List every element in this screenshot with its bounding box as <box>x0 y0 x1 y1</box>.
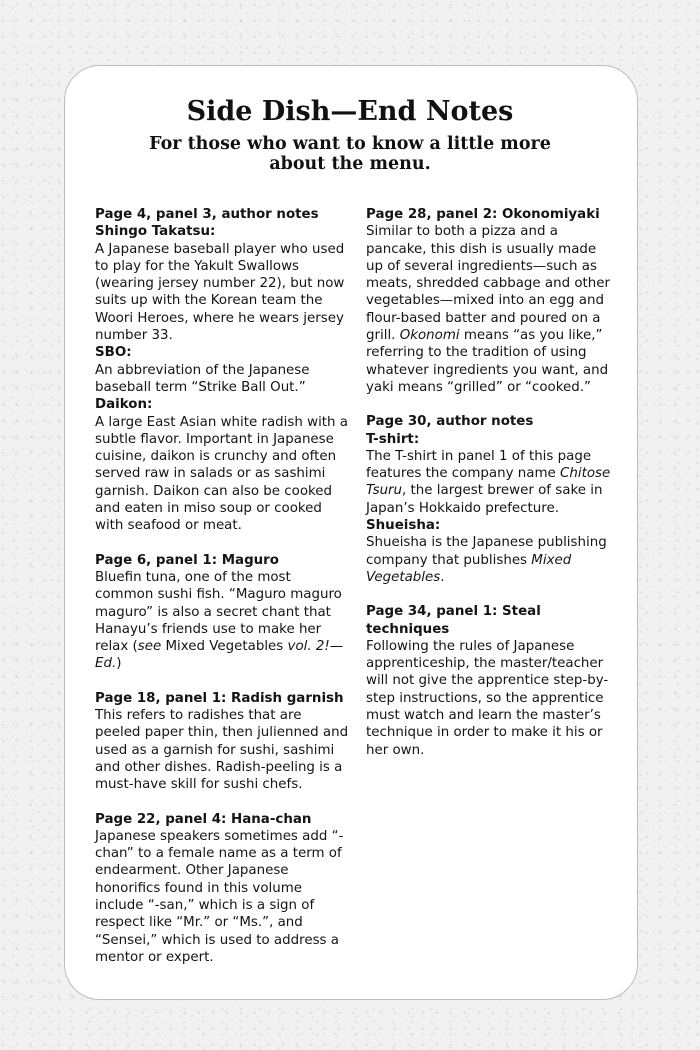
note-section-page4 <box>95 206 350 535</box>
note-section-page18 <box>95 690 350 794</box>
text-run: Bluefin tuna, one of the most common sushi fish. “Maguro maguro maguro” is also a secret chant that Hanayu’s friends use to make her relax ( <box>95 569 342 655</box>
note-section-page34 <box>366 603 616 759</box>
left-column <box>95 206 350 983</box>
term-tshirt: T-shirt: <box>366 431 420 447</box>
note-body: This refers to radishes that are peeled paper thin, then julienned and used as a garnish for sushi, sashimi and other dishes. Radish-peeling is a must-have skill for sushi chefs. <box>95 708 349 793</box>
note-body: Japanese speakers sometimes add “-chan” to a female name as a term of endearment. Other Japanese honorifics found in this volume include “-san,” which is a sign of respect like “Mr.” or “Ms.”, and “Sensei,” which is used to address a mentor or expert. <box>95 828 344 965</box>
term-shueisha: Shueisha: <box>366 518 441 534</box>
term-shingo-takatsu: Shingo Takatsu: <box>95 224 216 240</box>
text-run: means “as you like,” referring to the tradition of using whatever ingredients you want, and yaki means “grilled” or “cooked.” <box>366 328 609 395</box>
section-heading: Page 34, panel 1: Steal techniques <box>366 604 541 637</box>
note-body: Following the rules of Japanese apprenticeship, the master/teacher will not give the apprentice step-by-step instructions, so the apprentice must watch and learn the master’s technique in order to make it his or her own. <box>366 638 609 758</box>
section-heading: Page 22, panel 4: Hana-chan <box>95 811 312 827</box>
page-subtitle: For those who want to know a little more about the menu. <box>149 134 551 174</box>
section-heading: Page 6, panel 1: Maguro <box>95 552 279 568</box>
note-body: An abbreviation of the Japanese baseball term “Strike Ball Out.” <box>95 362 310 395</box>
italic-see: see <box>137 639 162 655</box>
text-run: Mixed Vegetables <box>161 639 288 655</box>
page-title: Side Dish—End Notes <box>186 96 514 127</box>
term-daikon: Daikon: <box>95 397 153 413</box>
text-run: The T-shirt in panel 1 of this page features the company name <box>366 448 592 482</box>
text-run: , the largest brewer of sake in Japan’s Hokkaido prefecture. <box>366 483 603 516</box>
text-run: Shueisha is the Japanese publishing company that publishes <box>366 535 607 568</box>
text-run: ) <box>116 656 122 672</box>
right-column <box>366 206 616 776</box>
note-body <box>366 534 616 586</box>
note-section-page28 <box>366 206 616 396</box>
note-body: A Japanese baseball player who used to play for the Yakult Swallows (wearing jersey number 22), but now suits up with the Korean team the Woori Heroes, where he wears jersey number 33. <box>95 241 345 344</box>
section-heading: Page 18, panel 1: Radish garnish <box>95 690 344 706</box>
note-section-page22 <box>95 811 350 967</box>
note-body <box>366 223 616 396</box>
italic-volume: vol. 2!—Ed. <box>95 639 344 672</box>
text-run: . <box>440 569 445 585</box>
note-section-page30 <box>366 413 616 586</box>
note-body <box>366 448 616 517</box>
note-section-page6 <box>95 552 350 673</box>
text-run: Similar to both a pizza and a pancake, this dish is usually made up of several ingredients—such as meats, shredded cabbage and other vegetables—mixed into an egg and flour-based batter and poured on a grill. <box>366 224 611 344</box>
section-heading: Page 30, author notes <box>366 414 534 430</box>
italic-okonomi: Okonomi <box>399 328 460 344</box>
note-body: A large East Asian white radish with a subtle flavor. Important in Japanese cuisine, daikon is crunchy and often served raw in salads or as sashimi garnish. Daikon can also be cooked and eaten in miso soup or cooked with seafood or meat. <box>95 414 348 534</box>
term-sbo: SBO: <box>95 345 132 361</box>
italic-chitose-tsuru: Chitose Tsuru <box>366 466 611 499</box>
section-heading: Page 4, panel 3, author notes <box>95 207 319 222</box>
italic-mixed-vegetables: Mixed Vegetables <box>366 552 572 585</box>
note-body <box>95 569 350 673</box>
section-heading: Page 28, panel 2: Okonomiyaki <box>366 207 600 222</box>
